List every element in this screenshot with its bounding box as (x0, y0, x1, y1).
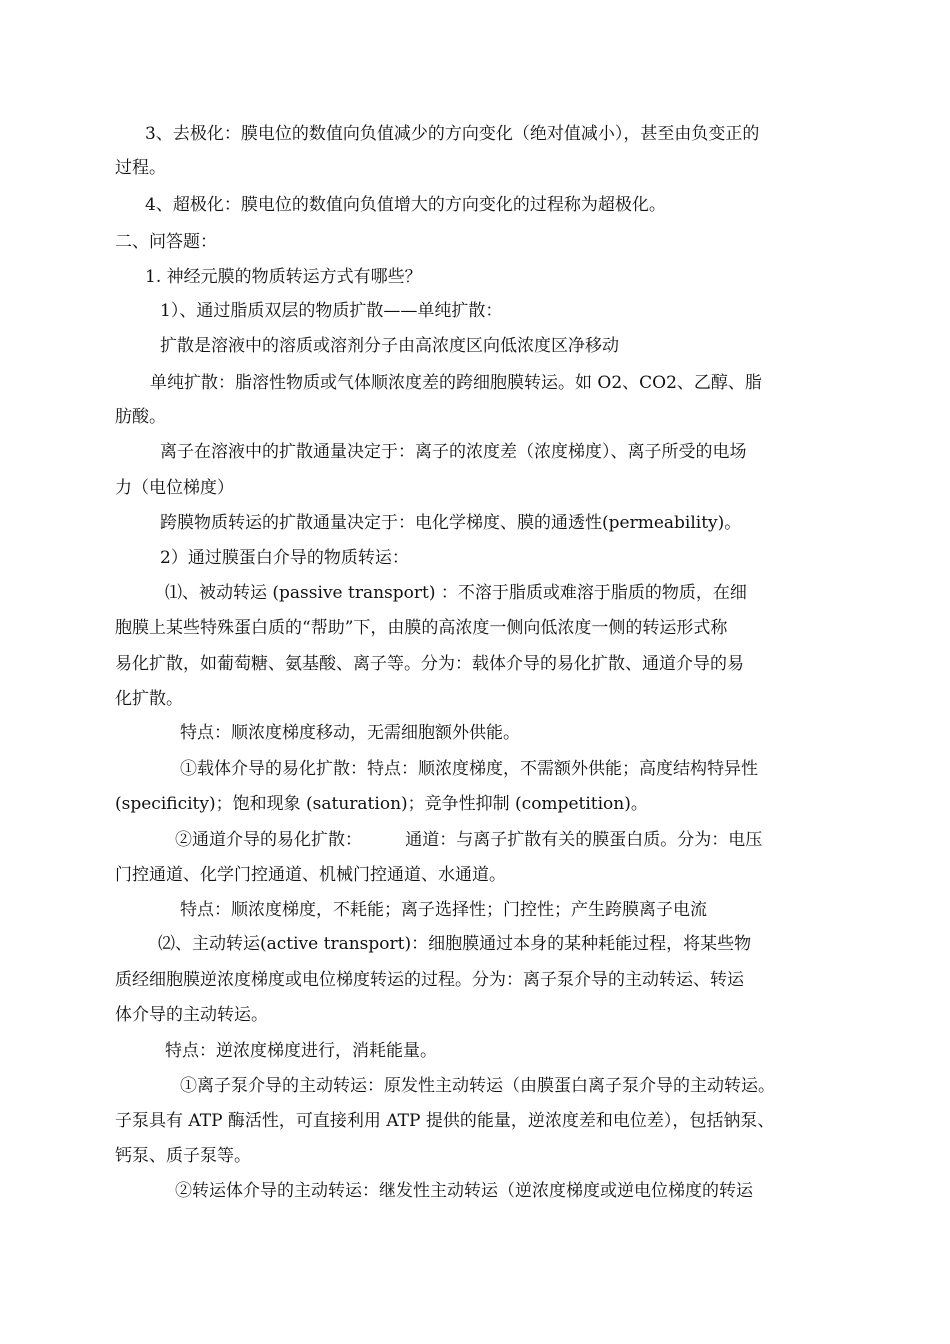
paragraph-passive-features: 特点：顺浓度梯度移动，无需细胞额外供能。 (180, 723, 520, 743)
paragraph-active-transport-cont2: 体介导的主动转运。 (115, 1005, 268, 1025)
paragraph-simple-diffusion-cont: 肪酸。 (115, 407, 166, 427)
paragraph-ion-pump-cont1: 子泵具有 ATP 酶活性，可直接利用 ATP 提供的能量，逆浓度差和电位差），包括钠泵、 (115, 1111, 775, 1131)
paragraph-depolarization: 3、去极化：膜电位的数值向负值减少的方向变化（绝对值减小），甚至由负变正的 (145, 124, 760, 144)
paragraph-passive-transport-cont2: 易化扩散，如葡萄糖、氨基酸、离子等。分为：载体介导的易化扩散、通道介导的易 (115, 654, 744, 674)
paragraph-channel-features: 特点：顺浓度梯度，不耗能；离子选择性；门控性；产生跨膜离子电流 (180, 900, 707, 920)
paragraph-ion-pump: ①离子泵介导的主动转运：原发性主动转运（由膜蛋白离子泵介导的主动转运。 (180, 1076, 775, 1096)
paragraph-hyperpolarization: 4、超极化：膜电位的数值向负值增大的方向变化的过程称为超极化。 (145, 195, 666, 215)
paragraph-carrier-mediated: ①载体介导的易化扩散：特点：顺浓度梯度，不需额外供能；高度结构特异性 (180, 759, 758, 779)
paragraph-ion-pump-cont2: 钙泵、质子泵等。 (115, 1146, 251, 1166)
question-1: 1. 神经元膜的物质转运方式有哪些？ (145, 267, 422, 287)
paragraph-channel-mediated: ②通道介导的易化扩散： 通道：与离子扩散有关的膜蛋白质。分为：电压 (175, 830, 763, 850)
paragraph-active-transport-cont1: 质经细胞膜逆浓度梯度或电位梯度转运的过程。分为：离子泵介导的主动转运、转运 (115, 970, 744, 990)
paragraph-ion-flux: 离子在溶液中的扩散通量决定于：离子的浓度差（浓度梯度）、离子所受的电场 (160, 442, 747, 462)
paragraph-carrier-mediated-cont: (specificity)；饱和现象 (saturation)；竞争性抑制 (competition)。 (115, 794, 648, 814)
paragraph-diffusion-def: 扩散是溶液中的溶质或溶剂分子由高浓度区向低浓度区净移动 (160, 336, 619, 356)
paragraph-active-features: 特点：逆浓度梯度进行，消耗能量。 (165, 1041, 437, 1061)
paragraph-depolarization-cont: 过程。 (115, 158, 166, 178)
paragraph-passive-transport: ⑴、被动转运 (passive transport) ：不溶于脂质或难溶于脂质的物质，在细 (165, 583, 747, 603)
paragraph-transmembrane-flux: 跨膜物质转运的扩散通量决定于：电化学梯度、膜的通透性(permeability)。 (160, 513, 742, 533)
paragraph-passive-transport-cont3: 化扩散。 (115, 689, 183, 709)
paragraph-simple-diffusion: 单纯扩散：脂溶性物质或气体顺浓度差的跨细胞膜转运。如 O2、CO2、乙醇、脂 (150, 373, 762, 393)
paragraph-channel-mediated-cont: 门控通道、化学门控通道、机械门控通道、水通道。 (115, 865, 506, 885)
paragraph-passive-transport-cont1: 胞膜上某些特殊蛋白质的“帮助”下，由膜的高浓度一侧向低浓度一侧的转运形式称 (115, 618, 728, 638)
subheading-lipid-diffusion: 1）、通过脂质双层的物质扩散——单纯扩散： (160, 301, 503, 321)
subheading-protein-transport: 2）通过膜蛋白介导的物质转运： (160, 548, 409, 568)
paragraph-transporter-mediated: ②转运体介导的主动转运：继发性主动转运（逆浓度梯度或逆电位梯度的转运 (175, 1181, 753, 1201)
section-heading-qa: 二、问答题： (115, 232, 217, 252)
paragraph-ion-flux-cont: 力（电位梯度） (115, 478, 234, 498)
paragraph-active-transport: ⑵、主动转运(active transport)：细胞膜通过本身的某种耗能过程，将某些物 (158, 934, 752, 954)
